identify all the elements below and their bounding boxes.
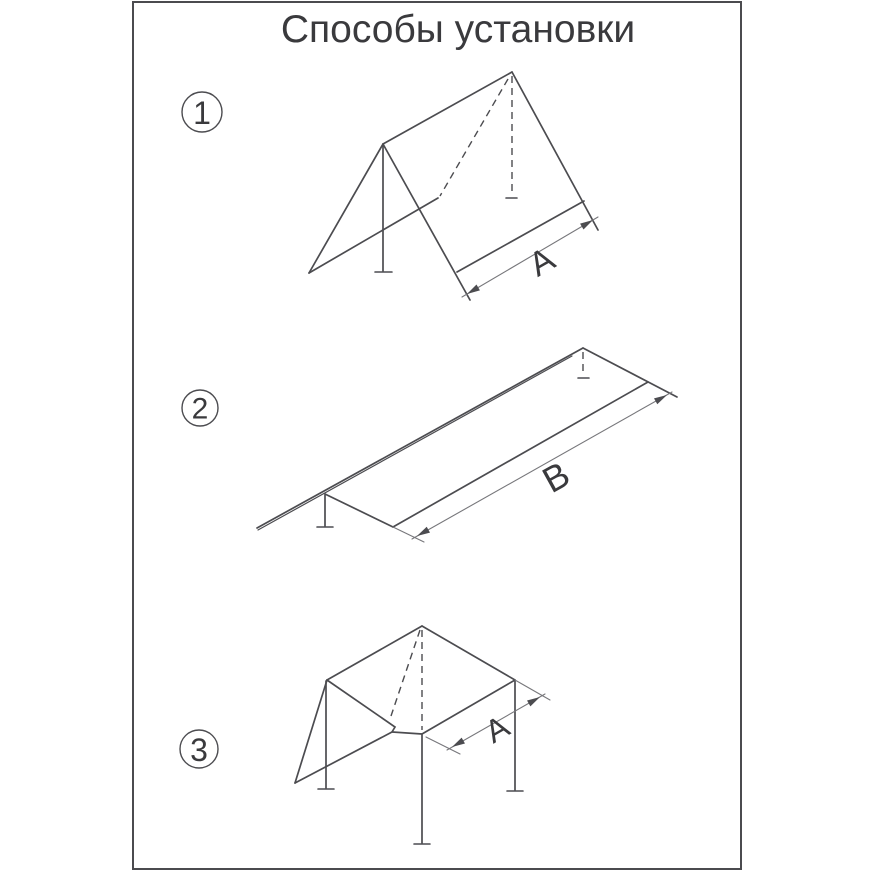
badge-number: 1 [193,95,211,131]
step-badge-1 [182,92,222,132]
side-wall [295,680,392,783]
front-pole [317,495,333,527]
badge-number: 3 [190,732,208,768]
front-pole [375,146,392,272]
hidden-edges-dashed [391,630,422,730]
arrowhead-right [527,694,542,706]
roof-back-right-edge [422,626,515,680]
hidden-diagonal-edge [391,630,420,716]
wall-bottom-edge [295,732,392,783]
bottom-edge [393,382,648,527]
ridge-line [383,72,512,144]
ridge-line [257,348,583,528]
ridge-second-line [258,356,572,530]
extension-line-right [515,680,550,700]
tarp-outline [257,348,677,542]
page-title: Способы установки [280,8,636,51]
dimension-label-a3: A [478,708,516,750]
hidden-edges-dashed [440,76,517,198]
step-badge-3 [180,730,218,768]
diagram-3-canopy-awning [180,626,550,844]
arrowhead-left [415,527,430,539]
hidden-back-left-edge [440,79,508,196]
diagram-1-aframe-tent [182,72,598,300]
step-badge-2 [182,390,218,426]
dimension-b [412,392,672,539]
arrowhead-left [450,738,465,750]
left-front-slope [309,144,383,273]
dimension-label-a1: A [522,239,562,285]
support-poles [318,681,523,844]
badge-number: 2 [191,392,209,426]
front-left-edge [325,494,393,527]
arrowhead-right [654,392,669,404]
hidden-edges-dashed [578,352,589,378]
diagram-2-leanto-slope [182,348,677,542]
dimension-a3 [426,680,550,754]
wall-left-edge [295,680,327,783]
top-right-edge [583,348,677,397]
roof-back-left-edge [327,626,422,680]
back-right-slope [512,72,598,230]
roof-front-left-edge [327,680,422,734]
dimension-label-b: B [535,453,577,501]
